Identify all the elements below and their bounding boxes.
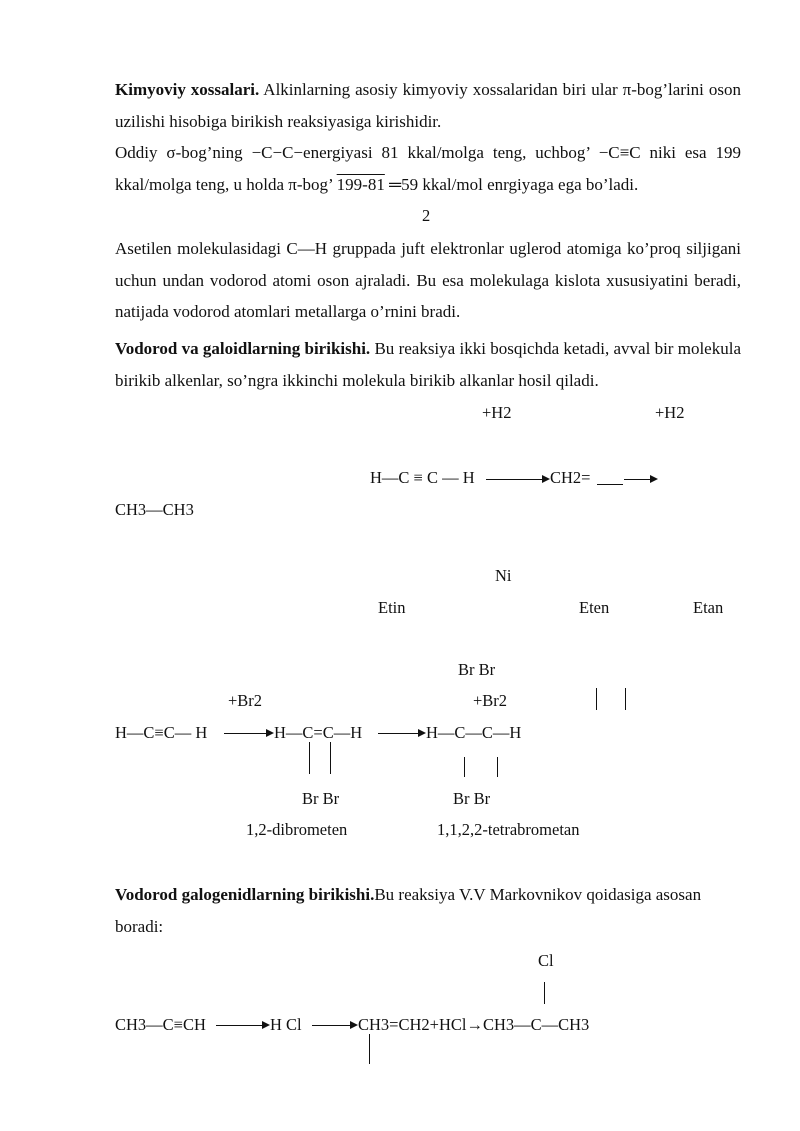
reaction-arrow-icon — [312, 1025, 356, 1026]
nickel-catalyst: Ni — [495, 566, 512, 585]
bond-energy-text: Oddiy σ-bog’ning −C−C−energiyasi 81 kkal/molga teng, uchbog’ −C≡C niki esa 199 kkal/molga teng, u holda π-bog’ — [115, 143, 741, 194]
bond-energy-text-end: ═59 kkal/mol enrgiyaga ega bo’ladi. — [384, 174, 639, 194]
fraction-numerator: 199-81 — [336, 174, 385, 194]
ethene-formula: CH2= — [550, 468, 591, 487]
br2-reagent-1: +Br2 — [228, 691, 263, 710]
dibromoethene-formula: H—C=C—H — [274, 723, 363, 742]
hydrohalogenation-text: Bu reaksiya V.V Markovnikov qoidasiga asosan boradi: — [115, 885, 702, 936]
br2-reagent-2: +Br2 — [473, 691, 508, 710]
tetrabromoethane-formula: H—C—C—H — [426, 723, 522, 742]
h2-reagent-1: +H2 — [482, 403, 512, 422]
bottom-bromine-labels-2: Br Br — [453, 789, 491, 808]
reaction-arrow-icon — [378, 733, 424, 734]
h2-reagent-2: +H2 — [655, 403, 685, 422]
name-tetrabromoethane: 1,1,2,2-tetrabrometan — [437, 820, 580, 839]
bond-line — [464, 757, 465, 777]
bond-line — [369, 1034, 370, 1064]
name-etan: Etan — [693, 598, 724, 617]
chlorine-label: Cl — [538, 951, 554, 970]
hydrohalogenation-equation: CH3=CH2+HCl→CH3—C—CH3 — [358, 1015, 590, 1034]
hydrogenation-heading: Vodorod va galoidlarning birikishi. — [115, 339, 371, 358]
chemical-properties-text: Alkinlarning asosiy kimyoviy xossalaridan biri ular π-bog’larini oson uzilishi hisobiga birikish reaksiyasiga kirishidir. — [115, 80, 741, 131]
ethane-formula: CH3—CH3 — [115, 500, 194, 519]
bond-line — [544, 982, 545, 1004]
fraction-denominator: 2 — [422, 206, 431, 225]
ethyne-formula: H—C ≡ C — H — [370, 468, 475, 487]
reaction-arrow-icon — [216, 1025, 268, 1026]
reaction-arrow-icon — [624, 479, 656, 480]
reaction-arrow-icon — [486, 479, 548, 480]
name-eten: Eten — [579, 598, 610, 617]
acetylene-paragraph — [115, 233, 741, 328]
hydrohalogenation-heading: Vodorod galogenidlarning birikishi. — [115, 885, 375, 904]
hydrogenation-paragraph — [115, 333, 741, 396]
acetylene-text: Asetilen molekulasidagi C—H gruppada juft elektronlar uglerod atomiga ko’proq siljigani uchun undan vodorod atomi oson ajraladi. Bu esa molekulaga kislota xususiyatini beradi, natijada vodorod atomlari metallarga o’rnini bradi. — [115, 239, 741, 321]
ethyne-formula-2: H—C≡C— H — [115, 723, 208, 742]
blank-underline — [597, 484, 623, 485]
bottom-bromine-labels-1: Br Br — [302, 789, 340, 808]
hydrohalogenation-paragraph — [115, 879, 741, 942]
name-dibromoethene: 1,2-dibrometen — [246, 820, 348, 839]
chemical-properties-heading: Kimyoviy xossalari. — [115, 80, 260, 99]
propyne-formula: CH3—C≡CH — [115, 1015, 206, 1034]
bond-line — [497, 757, 498, 777]
bond-energy-paragraph — [115, 137, 741, 200]
name-etin: Etin — [378, 598, 406, 617]
reaction-arrow-icon — [224, 733, 272, 734]
bond-line — [596, 688, 597, 710]
hydrogenation-text: Bu reaksiya ikki bosqichda ketadi, avval bir molekula birikib alkenlar, so’ngra ikkinchi molekula birikib alkanlar hosil qiladi. — [115, 339, 741, 390]
bond-line — [625, 688, 626, 710]
bond-line — [330, 742, 331, 774]
top-bromine-labels: Br Br — [458, 660, 496, 679]
hcl-reagent: H Cl — [270, 1015, 302, 1034]
chemical-properties-paragraph — [115, 74, 741, 137]
bond-line — [309, 742, 310, 774]
